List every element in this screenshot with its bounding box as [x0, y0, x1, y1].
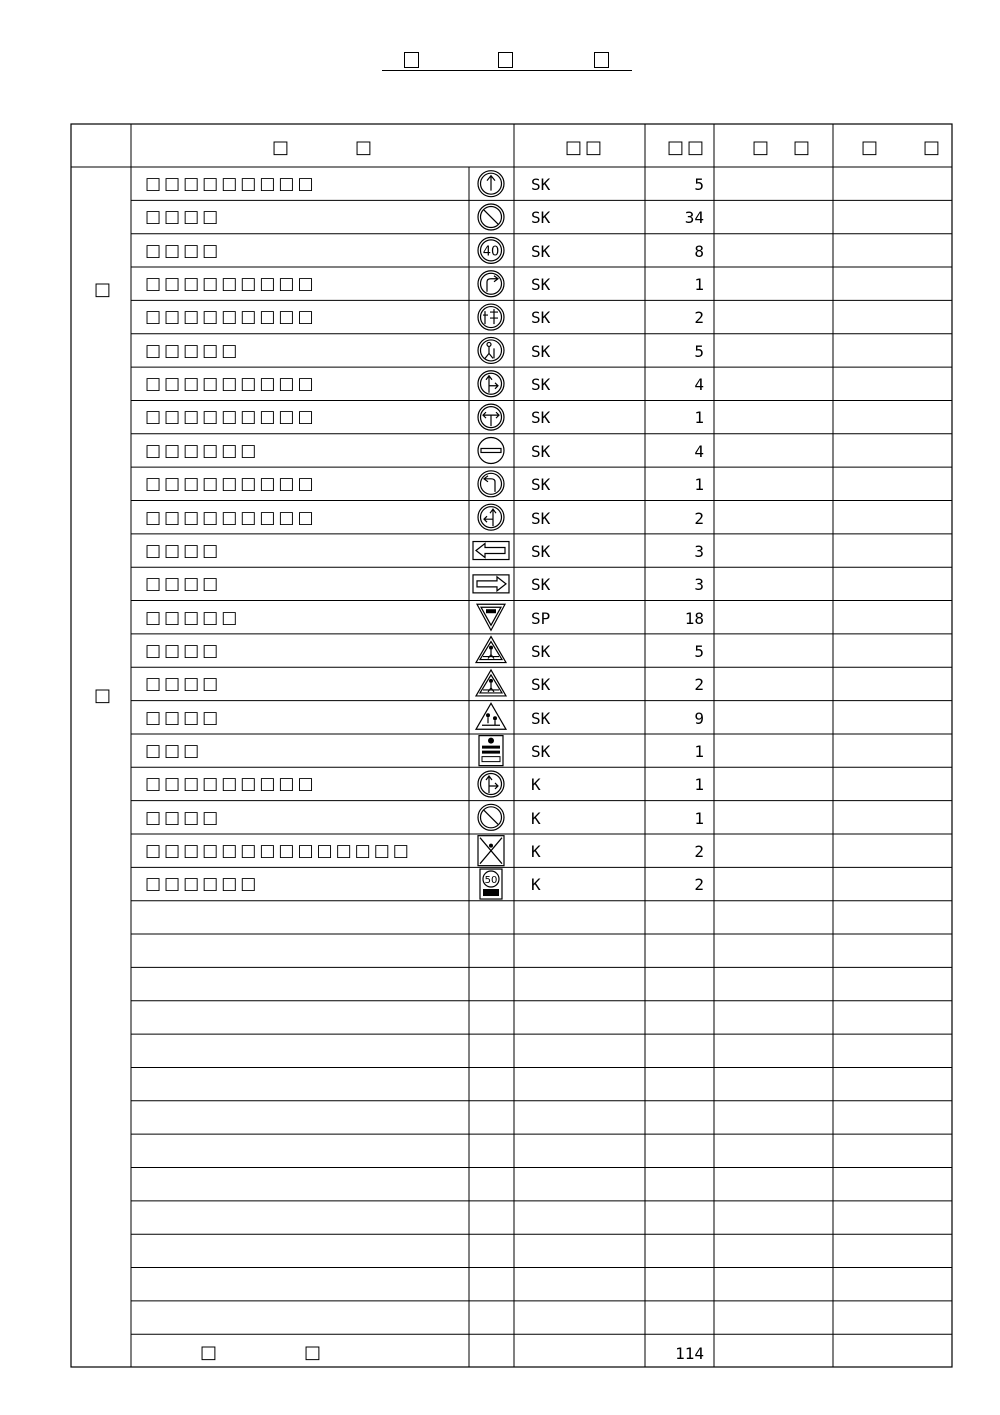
straight-or-left-sign-icon [478, 504, 504, 530]
svg-text:40: 40 [482, 244, 500, 260]
total-label: □ □ [200, 1342, 325, 1363]
row-code: SK [531, 241, 551, 261]
row-code: SK [531, 441, 551, 461]
row-code: K [531, 842, 541, 861]
row-name: □□□□ [145, 540, 222, 561]
row-code: SK [531, 308, 551, 328]
row-count: 1 [694, 408, 704, 428]
row-code: SK [531, 175, 551, 194]
row-count: 4 [694, 441, 704, 461]
row-count: 2 [694, 508, 704, 528]
header-name: □ □ [272, 137, 376, 158]
row-count: 1 [694, 775, 704, 795]
header-count: □□ [667, 137, 708, 158]
crosswalk-warning-sign-icon [476, 670, 506, 696]
row-code: SK [531, 708, 551, 728]
right-arrow-board-icon [473, 575, 509, 593]
row-name: □□□□□□ [145, 874, 260, 895]
row-count: 34 [684, 208, 704, 228]
special-character-sign-icon [478, 304, 504, 330]
school-zone-warning-sign-icon [476, 703, 506, 729]
svg-text:50: 50 [484, 875, 498, 887]
row-code: SK [531, 675, 551, 695]
row-code: K [531, 875, 541, 895]
row-name: □□□ [145, 740, 203, 761]
straight-arrow-sign-icon [478, 171, 504, 197]
row-name: □□□□□□□□□ [145, 774, 317, 795]
stop-triangle-sign-icon [477, 604, 505, 630]
row-name: □□□□□ [145, 607, 241, 628]
do-not-enter-sign-icon [478, 437, 504, 463]
crosswalk-square-sign-icon [478, 836, 504, 866]
total-count: 114 [675, 1344, 704, 1363]
header-type: □□ [565, 137, 606, 158]
row-count: 5 [694, 641, 704, 661]
speed-limit-50-panel-icon [480, 869, 502, 899]
left-arrow-board-icon [473, 542, 509, 560]
row-name: □□□□□□□□□ [145, 374, 317, 395]
row-code: SK [531, 341, 551, 361]
row-code: SK [531, 408, 551, 428]
row-name: □□□□□□□□□ [145, 407, 317, 428]
straight-or-right-sign-icon [478, 371, 504, 397]
no-entry-slash-sign-icon [478, 804, 504, 830]
row-name: □□□□ [145, 207, 222, 228]
row-code: SK [531, 541, 551, 561]
row-name: □□□□□ [145, 340, 241, 361]
side-label-1: □ [94, 279, 112, 300]
row-count: 9 [694, 708, 704, 728]
row-count: 4 [694, 375, 704, 395]
row-code: SK [531, 641, 551, 661]
row-code: K [531, 775, 541, 795]
row-name: □□□□□□□□□ [145, 507, 317, 528]
row-code: SP [531, 608, 551, 628]
row-count: 2 [694, 675, 704, 695]
row-count: 2 [694, 308, 704, 328]
row-name: □□□□ [145, 240, 222, 261]
row-code: SK [531, 475, 551, 495]
row-code: SK [531, 208, 551, 228]
row-count: 18 [684, 608, 704, 628]
straight-or-right-sign-icon [478, 771, 504, 797]
information-panel-sign-icon [479, 736, 503, 766]
left-or-right-sign-icon [478, 404, 504, 430]
row-code: SK [531, 575, 551, 595]
turn-right-arrow-sign-icon [478, 271, 504, 297]
row-count: 2 [694, 842, 704, 861]
row-code: SK [531, 508, 551, 528]
row-name: □□□□ [145, 574, 222, 595]
row-count: 2 [694, 875, 704, 895]
row-code: SK [531, 375, 551, 395]
row-code: SK [531, 275, 551, 295]
turn-left-arrow-sign-icon [478, 471, 504, 497]
row-name: □□□□ [145, 807, 222, 828]
row-name: □□□□ [145, 707, 222, 728]
row-count: 5 [694, 175, 704, 194]
row-count: 3 [694, 541, 704, 561]
row-code: SK [531, 741, 551, 761]
row-name: □□□□ [145, 640, 222, 661]
row-code: K [531, 808, 541, 828]
row-count: 1 [694, 808, 704, 828]
row-name: □□□□ [145, 674, 222, 695]
row-name: □□□□□□ [145, 440, 260, 461]
pedestrian-sign-icon [478, 337, 504, 363]
row-name: □□□□□□□□□ [145, 274, 317, 295]
no-entry-slash-sign-icon [478, 204, 504, 230]
header-col6: □ □ [861, 137, 944, 158]
row-name: □□□□□□□□□ [145, 307, 317, 328]
speed-limit-40-sign-icon [478, 237, 504, 263]
row-count: 3 [694, 575, 704, 595]
row-name: □□□□□□□□□ [145, 174, 317, 194]
row-name: □□□□□□□□□ [145, 474, 317, 495]
row-count: 8 [694, 241, 704, 261]
side-label-2: □ [94, 685, 112, 706]
row-count: 1 [694, 741, 704, 761]
row-name: □□□□□□□□□□□□□□ [145, 841, 412, 861]
row-count: 1 [694, 475, 704, 495]
row-count: 1 [694, 275, 704, 295]
header-col5: □ □ [752, 137, 814, 158]
crosswalk-warning-sign-icon [476, 637, 506, 663]
row-count: 5 [694, 341, 704, 361]
